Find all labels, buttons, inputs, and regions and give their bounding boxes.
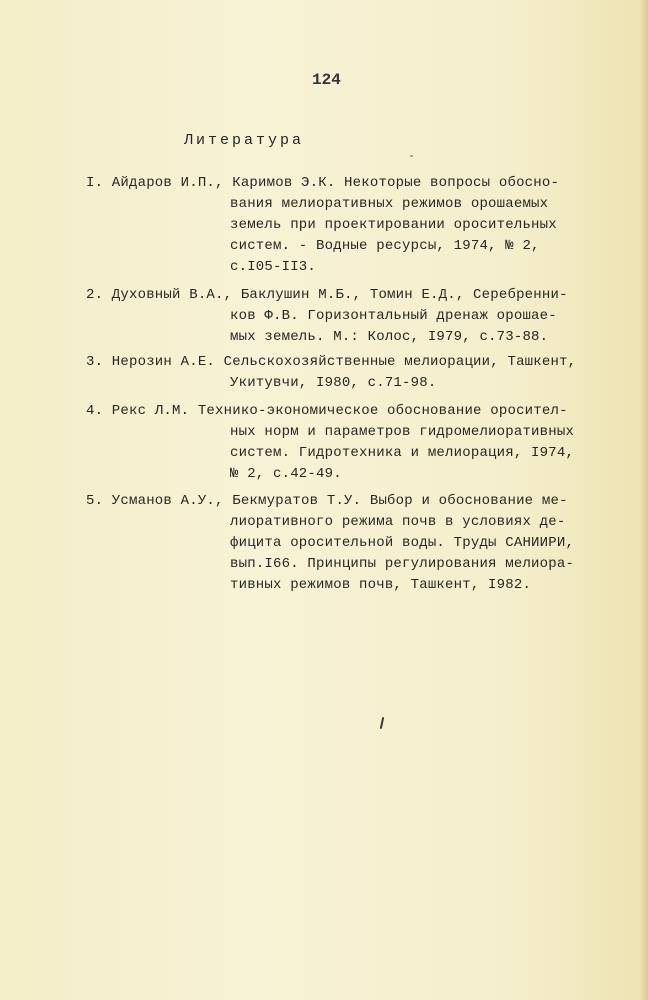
paper-speck [410, 155, 413, 157]
reference-5-line-2: лиоративного режима почв в условиях де- [230, 514, 566, 530]
bibliography-heading: Литература [184, 132, 305, 149]
reference-5-line-3: фицита оросительной воды. Труды САНИИРИ, [230, 535, 575, 551]
reference-1-line-1: I. Айдаров И.П., Каримов Э.К. Некоторые вопросы обосно- [86, 175, 560, 191]
reference-5-line-1: 5. Усманов А.У., Бекмуратов Т.У. Выбор и обоснование ме- [86, 493, 568, 509]
reference-4-line-2: ных норм и параметров гидромелиоративных [230, 424, 575, 440]
reference-2-line-1: 2. Духовный В.А., Баклушин М.Б., Томин Е.Д., Серебренни- [86, 287, 568, 303]
reference-1-line-5: с.I05-II3. [230, 259, 317, 275]
reference-2-line-3: мых земель. М.: Колос, I979, с.73-88. [230, 329, 549, 345]
reference-1-line-3: земель при проектировании оросительных [230, 217, 557, 233]
page-number: 124 [312, 71, 341, 89]
reference-4-line-3: систем. Гидротехника и мелиорация, I974, [230, 445, 575, 461]
reference-2-line-2: ков Ф.В. Горизонтальный дренаж орошае- [230, 308, 557, 324]
reference-5-line-5: тивных режимов почв, Ташкент, I982. [230, 577, 532, 593]
reference-3-line-1: 3. Нерозин А.Е. Сельскохозяйственные мелиорации, Ташкент, [86, 354, 577, 370]
reference-3-line-2: Укитувчи, I980, с.71-98. [230, 375, 437, 391]
reference-1-line-4: систем. - Водные ресурсы, 1974, № 2, [230, 238, 540, 254]
page-edge-shadow [640, 0, 648, 1000]
reference-4-line-1: 4. Рекс Л.М. Технико-экономическое обоснование оросител- [86, 403, 568, 419]
reference-4-line-4: № 2, с.42-49. [230, 466, 342, 482]
reference-1-line-2: вания мелиоративных режимов орошаемых [230, 196, 549, 212]
stray-pen-mark [380, 717, 384, 729]
reference-5-line-4: вып.I66. Принципы регулирования мелиора- [230, 556, 575, 572]
